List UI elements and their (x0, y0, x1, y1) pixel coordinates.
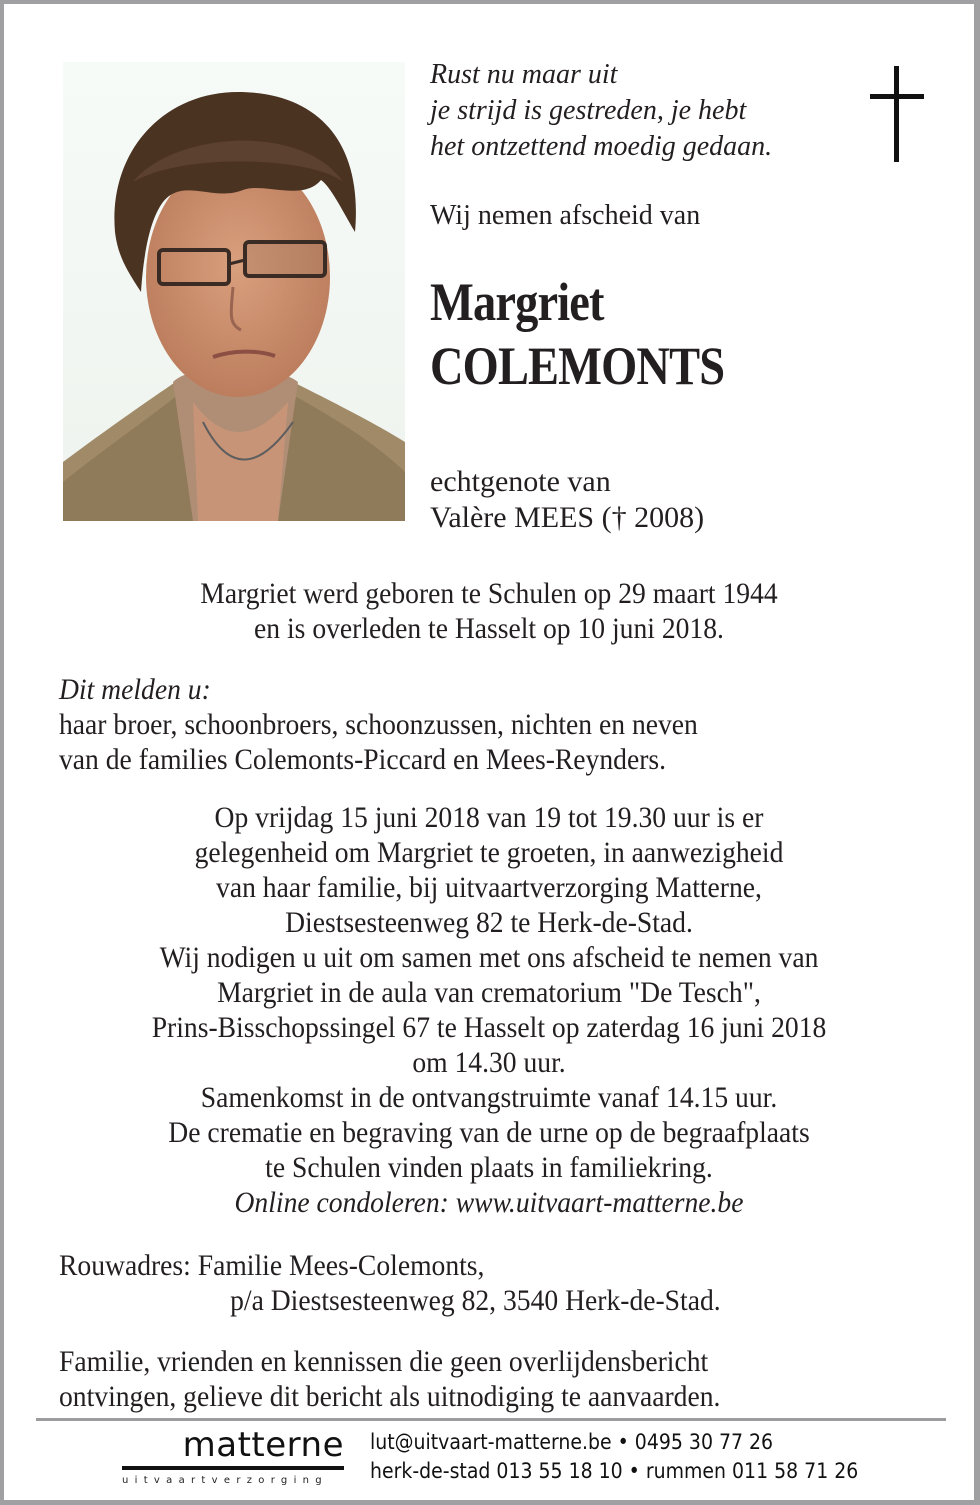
portrait-photo (63, 62, 405, 521)
intro-text: Wij nemen afscheid van (430, 200, 701, 231)
announcers-heading: Dit melden u: (59, 673, 211, 706)
spouse-info (430, 464, 704, 536)
obituary-card (4, 4, 974, 1500)
spouse-line: Valère MEES († 2008) (430, 501, 705, 534)
poem-line: het ontzettend moedig gedaan. (430, 131, 773, 162)
text-line: Margriet werd geboren te Schulen op 29 maart 1944 (200, 577, 778, 610)
poem-line: Rust nu maar uit (430, 59, 618, 90)
text-line: van haar familie, bij uitvaartverzorging Matterne, (216, 871, 762, 904)
address-line: Rouwadres: Familie Mees-Colemonts, (59, 1249, 485, 1282)
text-line: om 14.30 uur. (412, 1046, 566, 1079)
first-name: Margriet (430, 272, 604, 332)
text-line: Op vrijdag 15 juni 2018 van 19 tot 19.30 uur is er (214, 801, 764, 834)
footer-contact (370, 1428, 858, 1486)
matterne-logo (122, 1425, 344, 1486)
latin-cross-icon (870, 66, 924, 162)
contact-line-offices: herk-de-stad 013 55 18 10 • rummen 011 58 71 26 (370, 1459, 859, 1483)
text-line: Diestsesteenweg 82 te Herk-de-Stad. (285, 906, 693, 939)
text-line: gelegenheid om Margriet te groeten, in aanwezigheid (194, 836, 784, 869)
logo-wordmark: matterne (182, 1425, 344, 1465)
text-line: Familie, vrienden en kennissen die geen overlijdensbericht (59, 1345, 709, 1378)
text-line: Margriet in de aula van crematorium "De Tesch", (217, 976, 761, 1009)
deceased-name (430, 270, 724, 398)
text-line: haar broer, schoonbroers, schoonzussen, nichten en neven (59, 708, 698, 741)
mourning-address (59, 1248, 721, 1318)
text-line: De crematie en begraving van de urne op de begraafplaats (168, 1116, 810, 1149)
text-line: van de families Colemonts-Piccard en Mees-Reynders. (59, 743, 667, 776)
logo-subtitle: uitvaartverzorging (122, 1475, 328, 1486)
text-line: Prins-Bisschopssingel 67 te Hasselt op zaterdag 16 juni 2018 (151, 1011, 827, 1044)
contact-line-email-phone[interactable]: lut@uitvaart-matterne.be • 0495 30 77 26 (370, 1430, 774, 1454)
closing-note (59, 1344, 720, 1414)
logo-bar (122, 1466, 344, 1470)
text-line: te Schulen vinden plaats in familiekring. (265, 1151, 713, 1184)
text-line: en is overleden te Hasselt op 10 juni 2018. (254, 612, 724, 645)
poem-line: je strijd is gestreden, je hebt (430, 95, 747, 126)
announcers (59, 672, 698, 777)
text-line: Wij nodigen u uit om samen met ons afscheid te nemen van (159, 941, 819, 974)
text-line: Samenkomst in de ontvangstruimte vanaf 14.15 uur. (200, 1081, 778, 1114)
last-name: COLEMONTS (430, 336, 725, 396)
footer-divider (36, 1418, 946, 1421)
ceremony-info (43, 800, 935, 1220)
poem (430, 57, 772, 165)
online-condolences-link[interactable]: Online condoleren: www.uitvaart-matterne.be (234, 1186, 744, 1219)
birth-death-info (43, 576, 935, 646)
spouse-line: echtgenote van (430, 465, 611, 498)
portrait-illustration (63, 62, 405, 521)
address-line: p/a Diestsesteenweg 82, 3540 Herk-de-Stad. (230, 1284, 721, 1317)
text-line: ontvingen, gelieve dit bericht als uitnodiging te aanvaarden. (59, 1380, 721, 1413)
